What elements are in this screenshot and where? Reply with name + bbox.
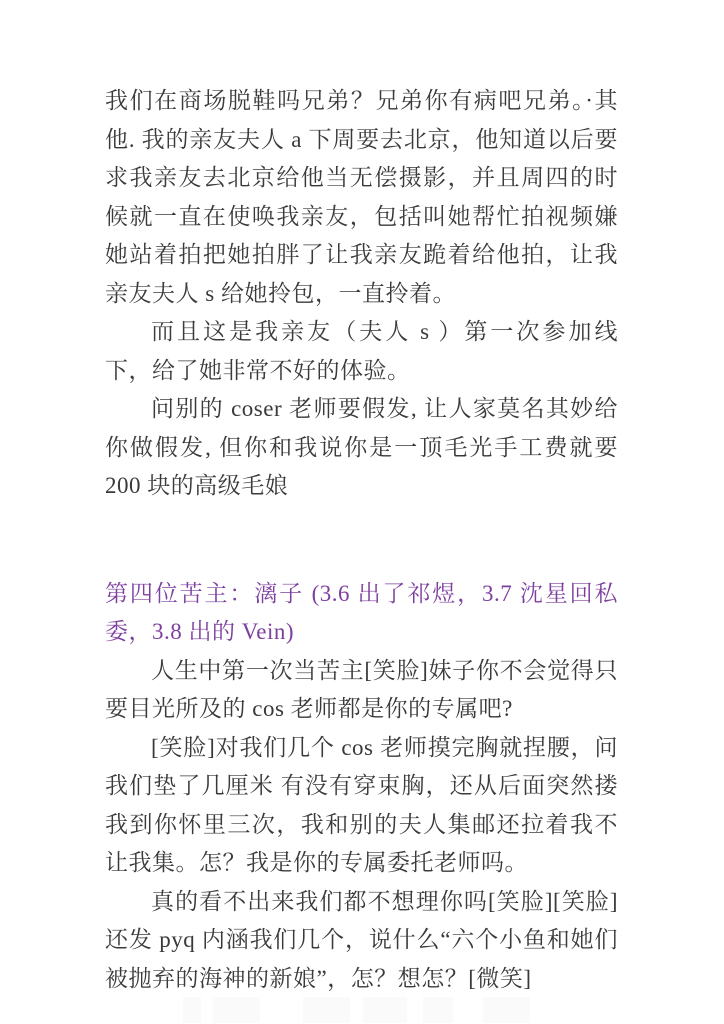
paragraph-2: 而且这是我亲友（夫人 s ）第一次参加线下，给了她非常不好的体验。: [105, 319, 618, 383]
paragraph-6: 真的看不出来我们都不想理你吗[笑脸][笑脸]还发 pyq 内涵我们几个，说什么“六个小鱼和她们被抛弃的海神的新娘”，怎？想怎？[微笑]: [105, 888, 618, 991]
paragraph-1: 我们在商场脱鞋吗兄弟？兄弟你有病吧兄弟。·其他. 我的亲友夫人 a 下周要去北京，他知道以后要求我亲友去北京给他当无偿摄影，并且周四的时候就一直在使唤我亲友，包括叫她帮忙拍视频嫌她站着拍把她拍胖了让我亲友跪着给他拍，让我亲友夫人 s 给她拎包，一直拎着。: [105, 88, 618, 306]
paragraph-3: 问别的 coser 老师要假发, 让人家莫名其妙给你做假发, 但你和我说你是一顶毛光手工费就要 200 块的高级毛娘: [105, 396, 618, 498]
cutoff-text-ghost: [213, 997, 260, 1023]
section-heading-fourth-victim: 第四位苦主：漓子 (3.6 出了祁煜，3.7 沈星回私委，3.8 出的 Vein): [105, 580, 618, 644]
cutoff-text-ghost: [423, 997, 453, 1023]
cutoff-text-ghost: [183, 997, 201, 1023]
cutoff-text-ghost: [363, 997, 407, 1023]
paragraph-5: [笑脸]对我们几个 cos 老师摸完胸就捏腰，问我们垫了几厘米 有没有穿束胸，还从后面突然搂我到你怀里三次，我和别的夫人集邮还拉着我不让我集。怎？我是你的专属委托老师吗。: [105, 734, 618, 875]
paragraph-4: 人生中第一次当苦主[笑脸]妹子你不会觉得只要目光所及的 cos 老师都是你的专属吧?: [105, 657, 618, 721]
cutoff-text-ghost-row: [0, 997, 724, 1024]
cutoff-text-ghost: [483, 997, 530, 1023]
text-column: [105, 82, 618, 998]
cutoff-text-ghost: [303, 997, 350, 1023]
